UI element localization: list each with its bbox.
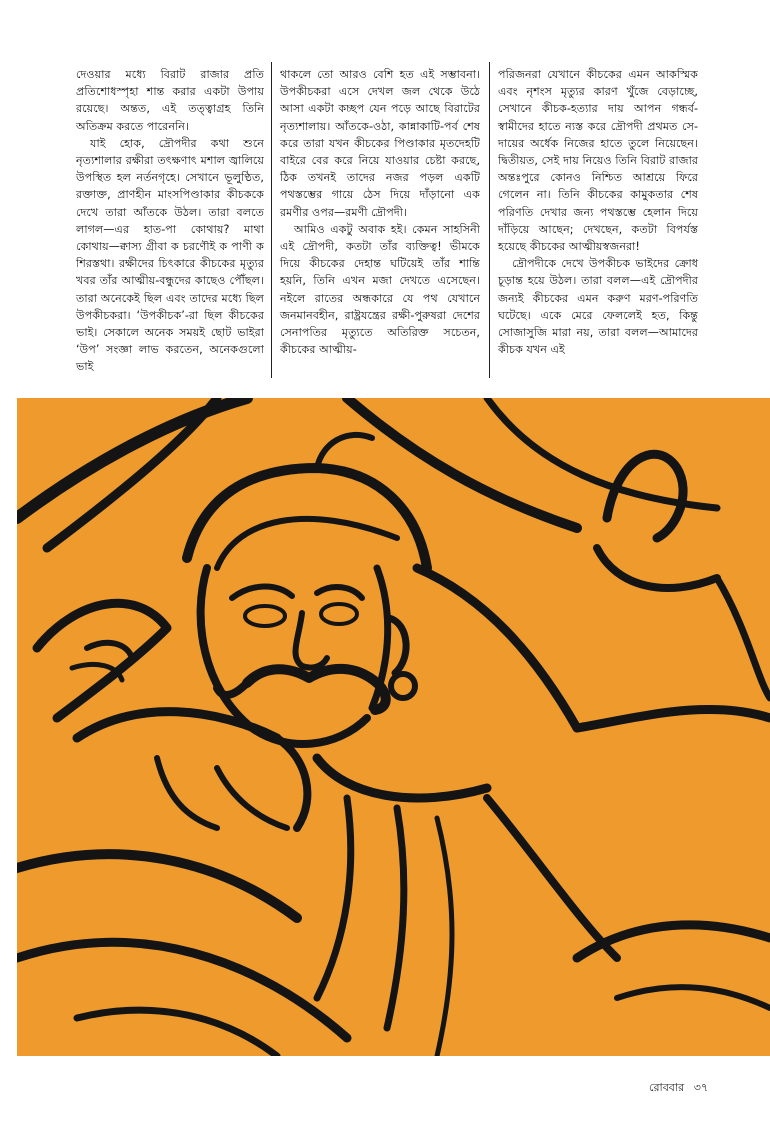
kichaka-illustration [17, 398, 770, 1056]
paragraph: দেওয়ার মধ্যে বিরাট রাজার প্রতি প্রতিশোধস্পৃহা শান্ত করার একটা উপায় রয়েছে। অন্তত, এই তত্ত্বাগ্রহ তিনি অতিক্রম করতে পারেননি। [76, 68, 264, 133]
article-column-3 [498, 66, 698, 358]
paragraph: আমিও একটু অবাক হই। কেমন সাহসিনী এই দ্রৌপদী, কতটা তাঁর ব্যক্তিত্ব! ভীমকে দিয়ে কীচকের দেহান্ত ঘটিয়েই তাঁর শান্তি হয়নি, তিনি এখন মজা দেখতে এসেছেন। নইলে রাতের অন্ধকারে যে পথ যেখানে জনমানবহীন, রাষ্ট্রযন্ত্রের রক্ষী-পুরুষরা দেশের সেনাপতির মৃত্যুতে অতিরিক্ত সচেতন, কীচকের আত্মীয়- [280, 222, 480, 357]
paragraph: যাই হোক, দ্রৌপদীর কথা শুনে নৃত্যশালার রক্ষীরা তৎক্ষণাৎ মশাল জ্বালিয়ে উপস্থিত হল নর্তনগৃহে। সেখানে ভূলুণ্ঠিত, রক্তাক্ত, প্রাণহীন মাংসপিণ্ডাকার কীচককে দেখে তারা আঁতকে উঠল। তারা বলতে লাগল—এর হাত-পা কোথায়? মাথা কোথায়—ক্বাস্য গ্রীবা ক চরণৌই ক পাণী ক শিরস্তথা। রক্ষীদের চিৎকারে কীচকের মৃত্যুর খবর তাঁর আত্মীয়-বন্ধুদের কাছেও পৌঁছল। তারা অনেকেই ছিল এবং তাদের মধ্যে ছিল উপকীচকরা। ‘উপকীচক’-রা ছিল কীচকের ভাই। সেকালে অনেক সময়ই ছোট ভাইরা ‘উপ’ সংজ্ঞা লাভ করতেন, অনেকগুলো ভাই [76, 136, 264, 374]
article-column-1 [76, 66, 264, 376]
section-name: রোববার [648, 1081, 685, 1094]
illustration-artwork [17, 398, 770, 1056]
article-column-2 [280, 66, 480, 358]
column-divider [489, 62, 490, 378]
page-number: ৩৭ [693, 1081, 708, 1094]
paragraph: দ্রৌপদীকে দেখে উপকীচক ভাইদের ক্রোধ চূড়ান্ত হয়ে উঠল। তারা বলল—এই দ্রৌপদীর জন্যই কীচকের এমন করুণ মরণ-পরিণতি ঘটেছে। একে মেরে ফেললেই হত, কিন্তু সোজাসুজি মারা নয়, তারা বলল—আমাদের কীচক যখন এই [498, 257, 698, 357]
paragraph: থাকলে তো আরও বেশি হত এই সম্ভাবনা। উপকীচকরা এসে দেখল জল থেকে উঠে আসা একটা কচ্ছপ যেন পড়ে আছে বিরাটের নৃত্যশালায়। আঁতকে-ওঠা, কান্নাকাটি-পর্ব শেষ করে তারা যখন কীচকের পিণ্ডাকার মৃতদেহটি বাইরে বের করে নিয়ে যাওয়ার চেষ্টা করছে, ঠিক তখনই তাদের নজর পড়ল একটি পথস্তম্ভের গায়ে ঠেস দিয়ে দাঁড়ানো এক রমণীর ওপর—রমণী দ্রৌপদী। [280, 68, 480, 219]
column-divider [271, 62, 272, 378]
paragraph: পরিজনরা যেখানে কীচকের এমন আকস্মিক এবং নৃশংস মৃত্যুর কারণ খুঁজে বেড়াচ্ছে, সেখানে কীচক-হত্যার দায় আপন গন্ধর্ব-স্বামীদের হাতে ন্যস্ত করে দ্রৌপদী প্রথমত সে-দায়ের অর্ধেক নিজের হাতে তুলে নিয়েছেন। দ্বিতীয়ত, সেই দায় নিয়েও তিনি বিরাট রাজার অন্তঃপুরে কোনও নিশ্চিত আশ্রয়ে ফিরে গেলেন না। তিনি কীচকের কামুকতার শেষ পরিণতি দেখার জন্য পথস্তম্ভে হেলান দিয়ে দাঁড়িয়ে আছেন; দেখছেন, কতটা বিপর্যস্ত হয়েছে কীচকের আত্মীয়স্বজনরা! [498, 68, 698, 254]
page-footer [643, 1079, 708, 1098]
